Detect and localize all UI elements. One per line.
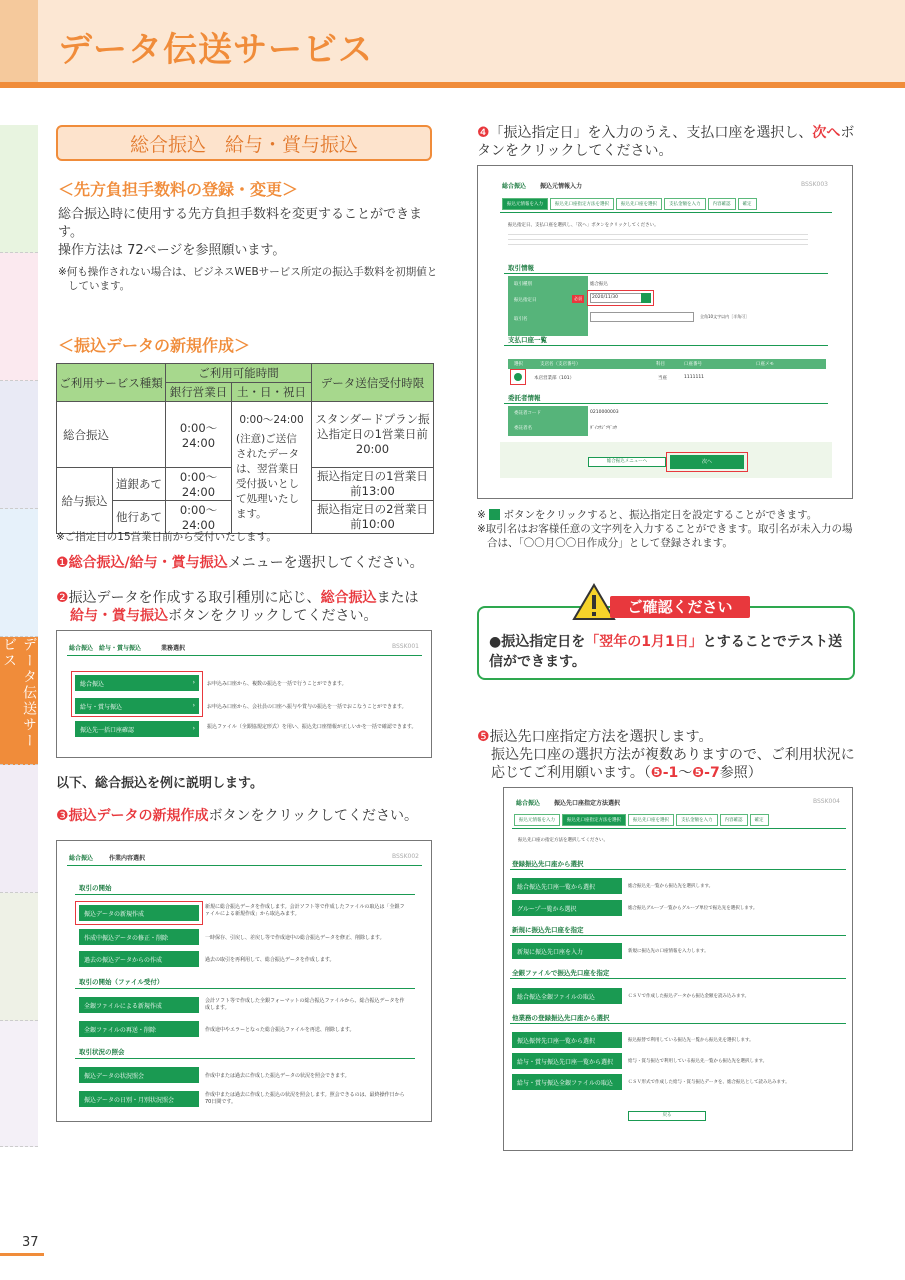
shot3-f1: 取引種別 bbox=[514, 282, 532, 287]
step-2-emphasis-2: 給与・賞与振込 bbox=[70, 608, 168, 624]
weekend-time: 0:00〜24:00 bbox=[239, 414, 304, 426]
shot4-desc6: 給与・賞与振込で利用している振込先一覧から振込先を選択します。 bbox=[628, 1059, 768, 1064]
shot2-desc6: 作成中または過去に作成した振込データの状況を照会できます。 bbox=[205, 1073, 350, 1079]
shot3-info-lines bbox=[508, 230, 808, 246]
page-title: データ伝送サービス bbox=[58, 30, 373, 70]
th-bank-day: 銀行営業日 bbox=[166, 383, 232, 402]
shot4-transfer-label: 振込振替先口座一覧から選択 bbox=[517, 1037, 596, 1045]
shot3-col-memo: 口座メモ bbox=[756, 362, 774, 367]
r1-deadline: スタンダードプラン振込指定日の1営業日前20:00 bbox=[312, 402, 434, 468]
shot4-desc1: 総合振込先一覧から振込先を選択します。 bbox=[628, 884, 714, 889]
r2b-time: 0:00〜24:00 bbox=[166, 501, 232, 534]
shot1-desc2: お申込み口座から、会社員の口座へ振与や賞与の振込を一括でおこなうことができます。 bbox=[207, 704, 407, 710]
shot3-col-branch: 支店名（支店番号） bbox=[540, 362, 581, 367]
shot2-edit-label: 作成中振込データの修正・削除 bbox=[84, 934, 169, 942]
shot4-list-button[interactable] bbox=[512, 878, 622, 894]
step-1-number: ❶ bbox=[56, 555, 69, 571]
step-1-text: メニューを選択してください。 bbox=[227, 555, 424, 571]
step-1-emphasis: 総合振込/給与・賞与振込 bbox=[68, 555, 228, 571]
shot4-step-2: 振込先口座指定方法を選択 bbox=[562, 814, 626, 826]
side-tab-8[interactable] bbox=[0, 1021, 38, 1147]
shot1-line bbox=[67, 655, 422, 656]
step-4-text-b: ボタンをクリックしてください。 bbox=[477, 125, 855, 159]
shot3-f3: 取引名 bbox=[514, 317, 528, 322]
shot4-step-4: 支払金額を入力 bbox=[676, 814, 718, 826]
shot4-salary-zengin-button[interactable] bbox=[512, 1074, 622, 1090]
shot3-v5: ﾀﾞｲｺｳｼﾞﾂｷﾞﾖｳ bbox=[590, 426, 617, 431]
shot1-desc3: 振込ファイル（全銀協規定形式）を用い、振込先口座情報が正しいかを一括で確認できます。 bbox=[207, 724, 417, 730]
shot4-step-3: 振込先口座を選択 bbox=[628, 814, 674, 826]
shot4-info: 振込先口座の指定方法を選択してください。 bbox=[518, 838, 608, 843]
shot2-desc4: 会計ソフト等で作成した全銀フォーマットの総合振込ファイルから、総合振込データを作成します。 bbox=[205, 998, 405, 1011]
step-2-text-c: ボタンをクリックしてください。 bbox=[168, 608, 378, 624]
shot3-v4: 0210000003 bbox=[590, 410, 619, 415]
r2a-deadline: 振込指定日の1営業日前13:00 bbox=[312, 468, 434, 501]
shot3-step-6: 確定 bbox=[738, 198, 757, 210]
shot4-id: BSSK004 bbox=[812, 798, 840, 805]
shot3-info: 振込指定日、支払口座を選択し、「次へ」ボタンをクリックしてください。 bbox=[508, 223, 659, 228]
shot3-step-1: 振込元情報を入力 bbox=[502, 198, 548, 210]
r2b-name: 他行あて bbox=[113, 501, 166, 534]
section-banner-text: 総合振込 給与・賞与振込 bbox=[129, 133, 358, 156]
shot2-daily-label: 振込データの日別・月別状況照会 bbox=[84, 1096, 175, 1104]
shot4-sec2: 新規に振込先口座を指定 bbox=[512, 926, 584, 934]
step-4-emphasis: 次へ bbox=[812, 125, 841, 141]
shot3-col-select: 選択 bbox=[514, 362, 523, 367]
side-tab-4[interactable] bbox=[0, 509, 38, 637]
weekend-note: (注意)ご送信されたデータは、翌営業日受付扱いとして処理いたします。 bbox=[236, 433, 299, 520]
shot2-sec1-line bbox=[75, 894, 415, 895]
shot4-zengin-button[interactable] bbox=[512, 988, 622, 1004]
shot1-highlight bbox=[71, 671, 203, 717]
side-tabs bbox=[0, 125, 38, 1147]
shot3-row-branch: 本店営業部（101） bbox=[534, 376, 575, 381]
shot4-salary-zengin-label: 給与・賞与振込全銀ファイルの取込 bbox=[517, 1079, 613, 1087]
step-4-number: ❹ bbox=[477, 125, 490, 141]
example-note: 以下、総合振込を例に説明します。 bbox=[56, 776, 263, 791]
r1-name: 総合振込 bbox=[57, 402, 166, 468]
shot1-confirm-label: 振込先一括口座確認 bbox=[80, 726, 135, 734]
confirm-text-emphasis: 「翌年の1月1日」 bbox=[585, 634, 703, 650]
step-5 bbox=[477, 728, 857, 782]
weekend-cell bbox=[232, 402, 312, 534]
step4-note-1-text: ボタンをクリックすると、振込指定日を設定することができます。 bbox=[503, 509, 818, 521]
th-service: ご利用サービス種類 bbox=[57, 364, 166, 402]
step-5-text-c: 参照） bbox=[719, 765, 762, 781]
shot2-zengin-new-button[interactable] bbox=[79, 997, 199, 1013]
footer-line bbox=[0, 1253, 44, 1256]
shot3-f2: 振込指定日 bbox=[514, 298, 537, 303]
shot2-sec3-line bbox=[75, 1058, 415, 1059]
r1-time: 0:00〜24:00 bbox=[166, 402, 232, 468]
step-3-number: ❸ bbox=[56, 808, 69, 824]
table-note: ※ご指定日の15営業日前から受付いたします。 bbox=[56, 531, 277, 543]
shot4-sec3-line bbox=[510, 978, 846, 979]
step-2-text-a: 振込データを作成する取引種別に応じ、 bbox=[68, 590, 321, 606]
step-1 bbox=[56, 554, 424, 572]
confirm-label: ご確認ください bbox=[610, 596, 750, 618]
fee-heading: ＜先方負担手数料の登録・変更＞ bbox=[58, 180, 299, 199]
side-tab-data-transfer[interactable] bbox=[0, 637, 38, 765]
shot4-step-5: 内容確認 bbox=[720, 814, 748, 826]
shot4-step-1: 振込元情報を入力 bbox=[514, 814, 560, 826]
shot3-title: 振込元情報入力 bbox=[540, 183, 583, 190]
shot2-sec2: 取引の開始（ファイル受付） bbox=[79, 978, 164, 986]
shot3-row-type: 当座 bbox=[658, 376, 667, 381]
shot4-new-button[interactable] bbox=[512, 943, 622, 959]
step-4-text-a: 「振込指定日」を入力のうえ、支払口座を選択し、 bbox=[489, 125, 813, 141]
page-number: 37 bbox=[22, 1235, 39, 1250]
confirm-text-a: ●振込指定日を bbox=[489, 634, 586, 650]
shot4-step-6: 確定 bbox=[750, 814, 769, 826]
r2a-time: 0:00〜24:00 bbox=[166, 468, 232, 501]
step-2-emphasis-1: 総合振込 bbox=[320, 590, 377, 606]
shot2-edit-button[interactable] bbox=[79, 929, 199, 945]
step4-note-1 bbox=[477, 508, 857, 522]
step-5-number: ❺ bbox=[477, 729, 490, 745]
shot3-sec2-line bbox=[504, 345, 828, 346]
shot4-desc4: ＣＳＶで作成した振込データから振込金額を読み込みます。 bbox=[628, 994, 750, 999]
shot4-desc7: ＣＳＶ形式で作成した給与・賞与振込データを、総合振込として読み込みます。 bbox=[628, 1080, 790, 1085]
shot1-id: BSSK001 bbox=[391, 643, 419, 650]
r2a-name: 道銀あて bbox=[113, 468, 166, 501]
shot3-sec3-line bbox=[504, 403, 828, 404]
shot1-crumb: 総合振込 給与・賞与振込 bbox=[69, 645, 142, 652]
shot3-sec3: 委託者情報 bbox=[508, 394, 541, 402]
shot2-zengin-resend-label: 全銀ファイルの再送・削除 bbox=[84, 1026, 156, 1034]
screenshot-method-select bbox=[503, 787, 853, 1151]
shot3-id: BSSK003 bbox=[800, 181, 828, 188]
shot4-title: 振込先口座指定方法選択 bbox=[554, 800, 621, 807]
side-tab-3[interactable] bbox=[0, 381, 38, 509]
shot4-desc5: 振込振替で利用している振込先一覧から振込先を選択します。 bbox=[628, 1038, 754, 1043]
confirm-text bbox=[489, 632, 845, 672]
shot3-col-number: 口座番号 bbox=[684, 362, 702, 367]
calendar-icon bbox=[489, 509, 500, 520]
shot3-row-number: 1111111 bbox=[684, 375, 705, 380]
shot3-back-button[interactable]: 総合振込メニューへ bbox=[588, 457, 666, 467]
shot3-next-button[interactable]: 次へ bbox=[670, 455, 744, 469]
shot3-f5: 委託者名 bbox=[514, 426, 532, 431]
shot2-desc1: 新規に総合振込データを作成します。会計ソフト等で作成したファイルの取込は「全銀ファイルによる新規作成」から取込みます。 bbox=[205, 904, 405, 917]
step-4 bbox=[477, 124, 857, 160]
confirm-text-b: とすることでテスト送信ができます。 bbox=[489, 634, 843, 670]
th-time: ご利用可能時間 bbox=[166, 364, 312, 383]
step4-note-1-mark: ※ bbox=[477, 509, 486, 521]
newdata-heading: ＜振込データの新規作成＞ bbox=[58, 336, 251, 355]
shot3-sec1-line bbox=[504, 273, 828, 274]
shot3-step-4: 支払金額を入力 bbox=[664, 198, 706, 210]
step-5-text-a: 振込先口座指定方法を選択します。 bbox=[489, 729, 713, 745]
shot4-zengin-label: 総合振込全銀ファイルの取込 bbox=[517, 993, 595, 1001]
shot2-daily-button[interactable] bbox=[79, 1091, 199, 1107]
shot3-next-highlight bbox=[666, 452, 748, 472]
shot3-date-highlight bbox=[587, 290, 654, 306]
shot1-title: 業務選択 bbox=[161, 645, 186, 652]
shot3-step-5: 内容確認 bbox=[708, 198, 736, 210]
shot4-sec3: 全銀ファイルで振込先口座を指定 bbox=[512, 969, 610, 977]
shot3-step-2: 振込先口座指定方法を選択 bbox=[550, 198, 614, 210]
step-2-number: ❷ bbox=[56, 590, 69, 606]
shot3-crumb: 総合振込 bbox=[502, 183, 527, 190]
screenshot-work-select bbox=[56, 840, 432, 1122]
screenshot-source-input bbox=[477, 165, 853, 499]
chevron-right-icon: › bbox=[192, 679, 195, 686]
shot3-radio-highlight bbox=[510, 369, 526, 385]
shot2-new-label: 振込データの新規作成 bbox=[84, 910, 145, 918]
step-5-ref-1: ❺-1 bbox=[650, 765, 679, 781]
r2-name: 給与振込 bbox=[57, 468, 113, 534]
shot3-steps bbox=[502, 198, 757, 210]
shot4-sec1: 登録振込先口座から選択 bbox=[512, 860, 584, 868]
side-tab-6[interactable] bbox=[0, 765, 38, 893]
side-tab-7[interactable] bbox=[0, 893, 38, 1021]
fee-body bbox=[58, 206, 438, 260]
shot1-sogo-label: 総合振込 bbox=[80, 680, 105, 688]
chevron-right-icon: › bbox=[192, 725, 195, 732]
shot1-salary-label: 給与・賞与振込 bbox=[80, 703, 123, 711]
fee-body-line2: 操作方法は 72ページを参照願います。 bbox=[58, 243, 286, 258]
shot1-confirm-button[interactable] bbox=[75, 721, 199, 737]
shot4-sec1-line bbox=[510, 869, 846, 870]
shot4-tab-line bbox=[512, 828, 846, 829]
shot3-step-3: 振込先口座を選択 bbox=[616, 198, 662, 210]
shot4-back-button[interactable]: 戻る bbox=[628, 1111, 706, 1121]
step-5-text-b: 振込先口座の選択方法が複数ありますので、ご利用状況に応じてご利用願います。（ bbox=[491, 747, 855, 781]
shot4-sec4-line bbox=[510, 1023, 846, 1024]
step-3-emphasis: 振込データの新規作成 bbox=[68, 808, 209, 824]
shot3-name-input[interactable] bbox=[590, 312, 694, 322]
shot2-title: 作業内容選択 bbox=[109, 855, 146, 862]
shot2-status-label: 振込データの状況照会 bbox=[84, 1072, 145, 1080]
header-bar bbox=[0, 82, 905, 88]
shot3-sec2: 支払口座一覧 bbox=[508, 336, 547, 344]
shot3-tab-line bbox=[500, 212, 832, 213]
shot4-desc2: 総合振込グループ一覧からグループ単位で振込先を選択します。 bbox=[628, 906, 758, 911]
side-tab-label: データ伝送サービス bbox=[1, 637, 37, 749]
shot4-transfer-button[interactable] bbox=[512, 1032, 622, 1048]
shot2-desc7: 作成中または過去に作成した振込の状況を照会します。照会できるのは、最終操作日から70日間です。 bbox=[205, 1092, 405, 1105]
shot4-list-label: 総合振込先口座一覧から選択 bbox=[517, 883, 596, 891]
shot2-desc3: 過去の取引を再利用して、総合振込データを作成します。 bbox=[205, 957, 335, 963]
shot4-salary-list-button[interactable] bbox=[512, 1053, 622, 1069]
shot3-required-badge: 必須 bbox=[574, 296, 582, 301]
shot2-desc2: 一時保存、引戻し、差戻し等で作成途中の総合振込データを修正、削除します。 bbox=[205, 935, 385, 941]
shot1-desc1: お申込み口座から、複数の振込を一括で行うことができます。 bbox=[207, 681, 347, 687]
header-accent bbox=[0, 0, 38, 82]
shot2-sec2-line bbox=[75, 988, 415, 989]
shot4-crumb: 総合振込 bbox=[516, 800, 541, 807]
th-weekend: 土・日・祝日 bbox=[232, 383, 312, 402]
shot4-group-button[interactable] bbox=[512, 900, 622, 916]
shot2-zengin-new-label: 全銀ファイルによる新規作成 bbox=[84, 1002, 162, 1010]
shot2-status-button[interactable] bbox=[79, 1067, 199, 1083]
step-5-ref-2: ❺-7 bbox=[692, 765, 720, 781]
shot2-past-button[interactable] bbox=[79, 951, 199, 967]
section-banner bbox=[56, 125, 432, 161]
step4-note-2: ※取引名はお客様任意の文字列を入力することができます。取引名が未入力の場合は、「〇〇月〇〇日作成分」として登録されます。 bbox=[477, 523, 853, 549]
step-2 bbox=[56, 589, 426, 625]
step-3 bbox=[56, 807, 418, 825]
shot3-f4: 委託者コード bbox=[514, 411, 541, 416]
shot3-v1: 総合振込 bbox=[590, 282, 608, 287]
shot2-id: BSSK002 bbox=[391, 853, 419, 860]
shot2-zengin-resend-button[interactable] bbox=[79, 1021, 199, 1037]
availability-table bbox=[56, 363, 434, 534]
step-3-text: ボタンをクリックしてください。 bbox=[208, 808, 419, 824]
chevron-right-icon: › bbox=[192, 702, 195, 709]
shot2-desc5: 作成途中やエラーとなった総合振込ファイルを再送、削除します。 bbox=[205, 1027, 355, 1033]
shot2-past-label: 過去の振込データからの作成 bbox=[84, 956, 163, 964]
shot4-desc3: 新規に振込先の口座情報を入力します。 bbox=[628, 949, 709, 954]
shot4-sec2-line bbox=[510, 935, 846, 936]
step-5-range: 〜 bbox=[678, 765, 693, 781]
screenshot-business-select bbox=[56, 630, 432, 758]
r2b-deadline: 振込指定日の2営業日前10:00 bbox=[312, 501, 434, 534]
shot4-group-label: グループ一覧から選択 bbox=[517, 905, 577, 913]
shot4-new-label: 新規に振込先口座を入力 bbox=[517, 948, 584, 956]
shot3-date-value: 2020/11/30 bbox=[592, 295, 618, 300]
shot3-name-hint: 全角10文字以内［半角可］ bbox=[700, 314, 750, 319]
shot3-col-type: 科目 bbox=[656, 362, 665, 367]
shot2-line bbox=[67, 865, 422, 866]
step-2-text-b: または bbox=[376, 590, 419, 606]
shot4-salary-list-label: 給与・賞与振込先口座一覧から選択 bbox=[517, 1058, 614, 1066]
shot2-sec1: 取引の開始 bbox=[79, 884, 112, 892]
th-deadline: データ送信受付時限 bbox=[312, 364, 434, 402]
shot2-crumb: 総合振込 bbox=[69, 855, 94, 862]
side-tab-2[interactable] bbox=[0, 253, 38, 381]
side-tab-1[interactable] bbox=[0, 125, 38, 253]
shot3-sec1: 取引情報 bbox=[508, 264, 534, 272]
shot4-sec4: 他業務の登録振込先口座から選択 bbox=[512, 1014, 610, 1022]
shot2-highlight bbox=[75, 901, 203, 925]
page-header bbox=[0, 0, 905, 82]
shot4-steps bbox=[514, 814, 769, 826]
fee-body-line1: 総合振込時に使用する先方負担手数料を変更することができます。 bbox=[58, 207, 423, 240]
shot2-sec3: 取引状況の照会 bbox=[79, 1048, 125, 1056]
fee-note: ※何も操作されない場合は、ビジネスWEBサービス所定の振込手数料を初期値としています。 bbox=[58, 266, 438, 292]
